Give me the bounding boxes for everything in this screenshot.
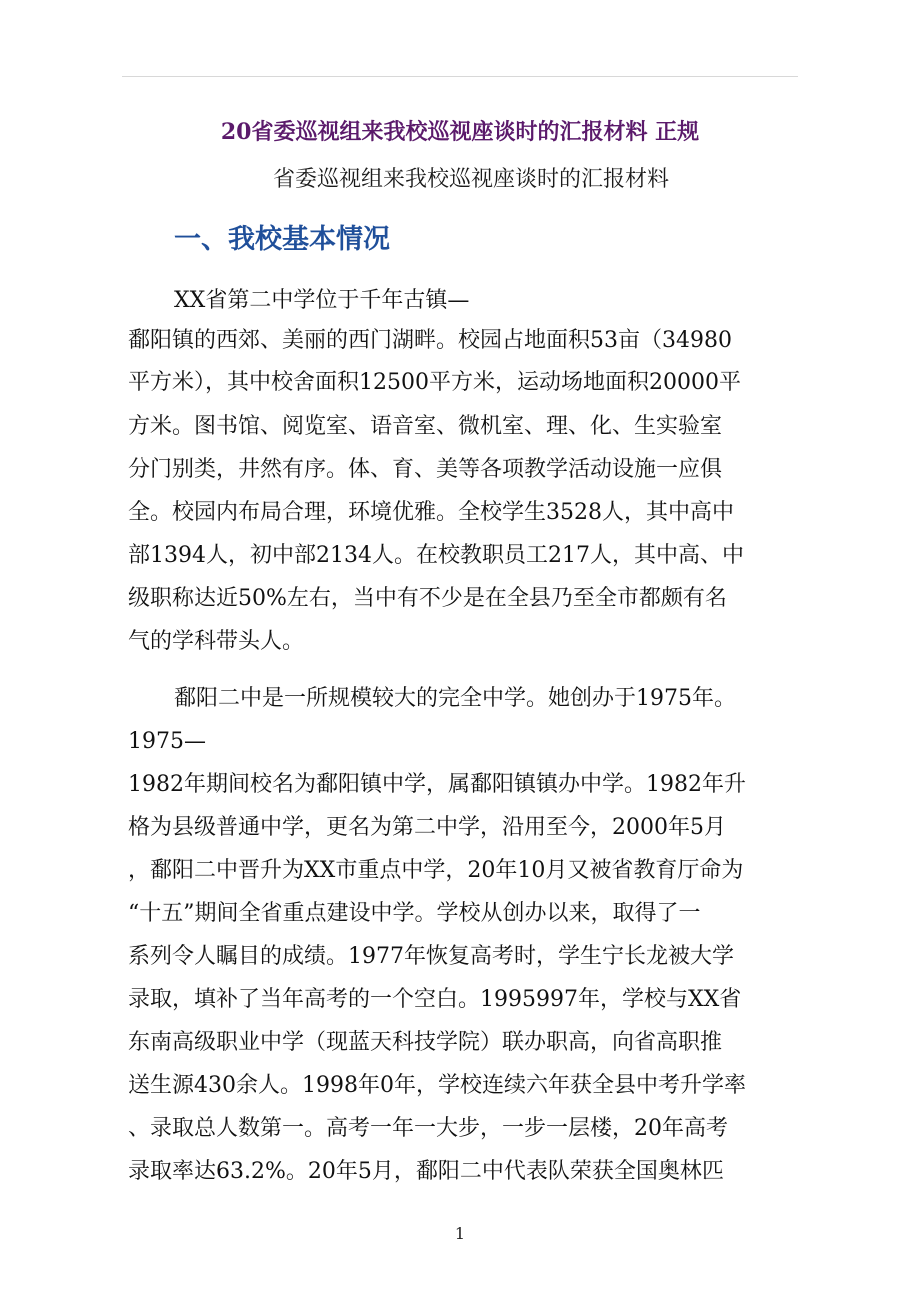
paragraph-2-line-10: 送生源430余人。1998年0年，学校连续六年获全县中考升学率 bbox=[128, 1073, 746, 1098]
paragraph-2-line-6: “十五”期间全省重点建设中学。学校从创办以来，取得了一 bbox=[128, 901, 701, 926]
paragraph-2-line-3: 1982年期间校名为鄱阳镇中学，属鄱阳镇镇办中学。1982年升 bbox=[128, 772, 746, 797]
section-heading: 一、我校基本情况 bbox=[174, 224, 390, 255]
paragraph-2-line-12: 录取率达63.2%。20年5月，鄱阳二中代表队荣获全国奥林匹 bbox=[128, 1159, 724, 1184]
paragraph-1-line-5: 分门别类，井然有序。体、育、美等各项教学活动设施一应俱 bbox=[128, 457, 723, 482]
paragraph-2-line-9: 东南高级职业中学（现蓝天科技学院）联办职高，向省高职推 bbox=[128, 1030, 723, 1055]
paragraph-2-line-4: 格为县级普通中学，更名为第二中学，沿用至今，2000年5月 bbox=[128, 815, 726, 840]
paragraph-1-line-9: 气的学科带头人。 bbox=[128, 629, 305, 654]
paragraph-2-line-7: 系列令人瞩目的成绩。1977年恢复高考时，学生宁长龙被大学 bbox=[128, 944, 734, 969]
paragraph-1-line-4: 方米。图书馆、阅览室、语音室、微机室、理、化、生实验室 bbox=[128, 414, 723, 439]
paragraph-1-line-7: 部1394人，初中部2134人。在校教职员工217人，其中高、中 bbox=[128, 543, 744, 568]
paragraph-1-line-1: XX省第二中学位于千年古镇— bbox=[174, 288, 470, 313]
paragraph-1-line-6: 全。校园内布局合理，环境优雅。全校学生3528人，其中高中 bbox=[128, 500, 734, 525]
header-rule bbox=[122, 76, 798, 77]
document-subtitle: 省委巡视组来我校巡视座谈时的汇报材料 bbox=[272, 167, 669, 192]
paragraph-1-line-2: 鄱阳镇的西郊、美丽的西门湖畔。校园占地面积53亩（34980 bbox=[128, 328, 732, 353]
paragraph-2-line-5: ，鄱阳二中晋升为XX市重点中学，20年10月又被省教育厅命为 bbox=[128, 858, 744, 883]
paragraph-2-line-11: 、录取总人数第一。高考一年一大步，一步一层楼，20年高考 bbox=[128, 1116, 728, 1141]
document-title: 20省委巡视组来我校巡视座谈时的汇报材料 正规 bbox=[220, 119, 700, 145]
paragraph-1-line-3: 平方米），其中校舍面积12500平方米，运动场地面积20000平 bbox=[128, 370, 741, 395]
paragraph-2-line-1: 鄱阳二中是一所规模较大的完全中学。她创办于1975年。 bbox=[174, 686, 736, 711]
paragraph-2-line-2: 1975— bbox=[128, 729, 206, 754]
page-number: 1 bbox=[454, 1224, 466, 1243]
paragraph-2-line-8: 录取，填补了当年高考的一个空白。1995997年，学校与XX省 bbox=[128, 987, 742, 1012]
paragraph-1-line-8: 级职称达近50%左右，当中有不少是在全县乃至全市都颇有名 bbox=[128, 586, 727, 611]
